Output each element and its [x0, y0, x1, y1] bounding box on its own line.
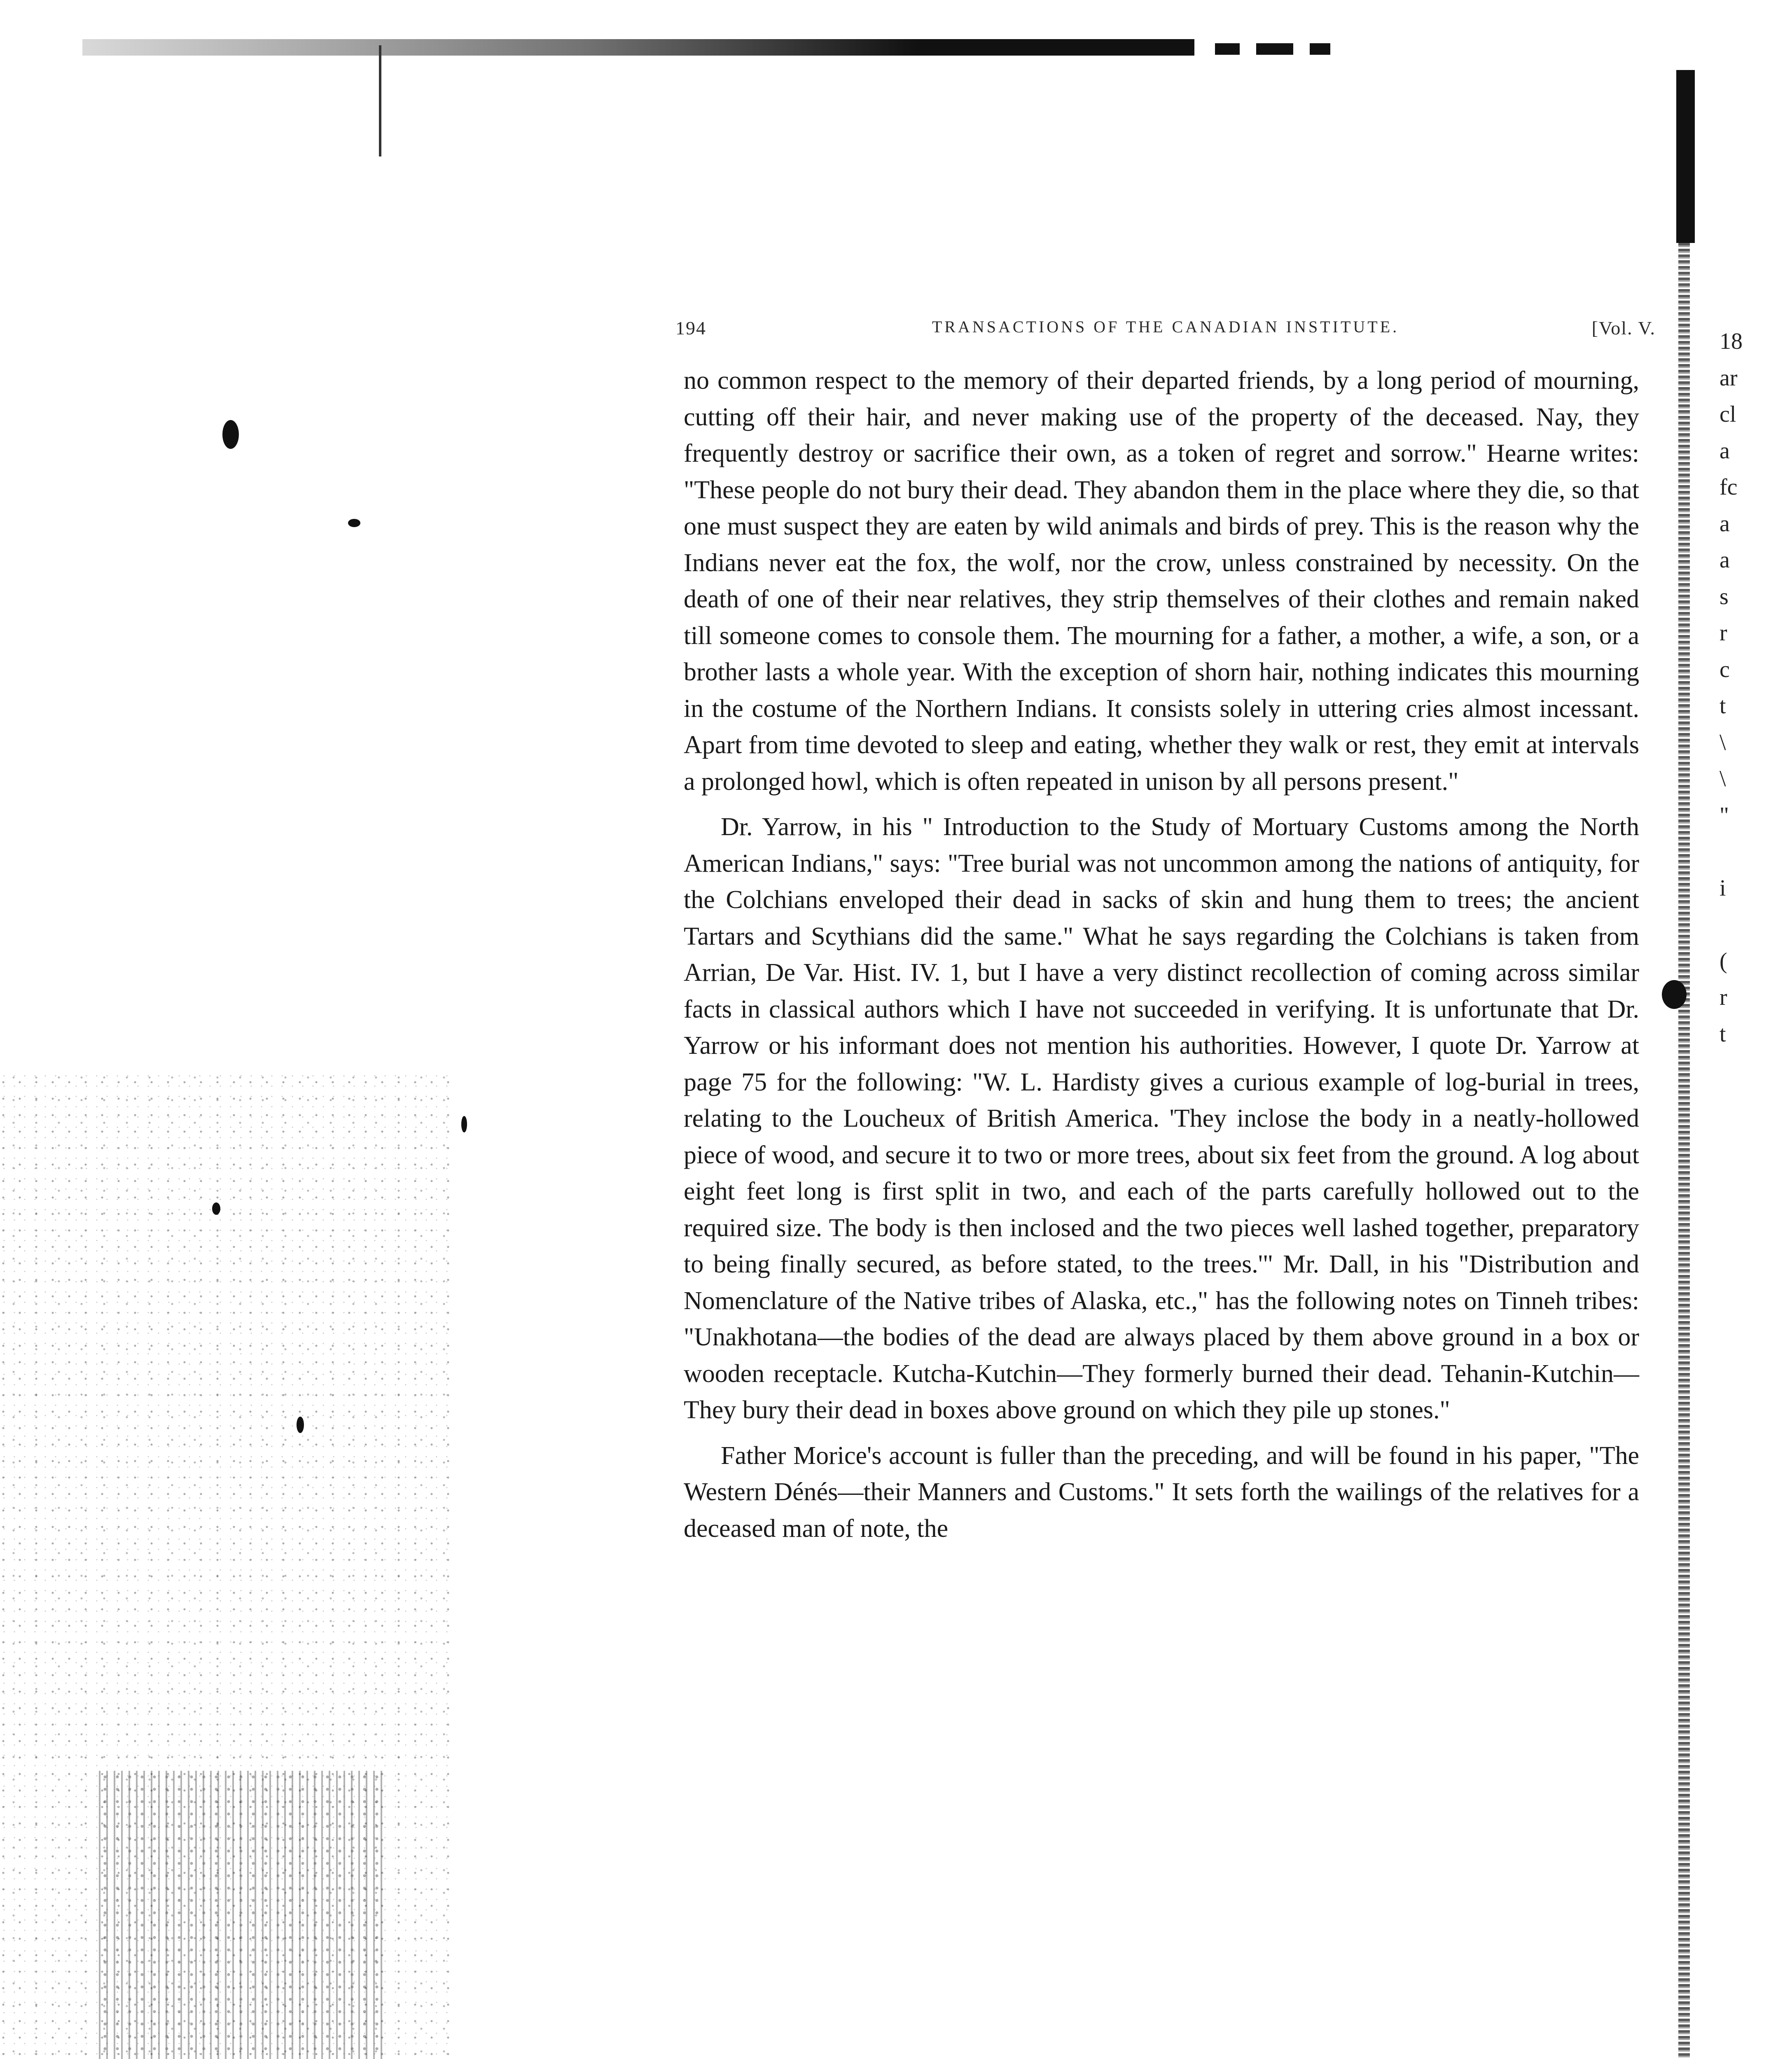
ink-blot — [297, 1417, 304, 1433]
scan-speck — [1256, 43, 1293, 55]
ink-blot — [348, 519, 360, 527]
paragraph: no common respect to the memory of their departed friends, by a long period of mourning, cutting off their hair, and never making use of the property of the deceased. Nay, they frequently destroy or sacrifice their own, as a token of regret and sorrow." Hearne writes: "These people do not bury their dead. They abandon them in the place where they die, so that one must suspect they are eaten by wild animals and birds of prey. This is the reason why the Indians never eat the fox, the wolf, nor the crow, unless constrained by necessity. On the death of one of their near relatives, they strip themselves of their clothes and remain naked till someone comes to console them. The mourning for a father, a mother, a wife, a son, or a brother lasts a whole year. With the exception of shorn hair, nothing indicates this mourning in the costume of the Northern Indians. It consists solely in uttering cries almost incessant. Apart from time devoted to sleep and eating, whether they walk or rest, they emit at intervals a prolonged howl, which is often repeated in unison by all persons present." — [684, 367, 1639, 796]
running-head — [675, 317, 1656, 346]
fragment: t — [1720, 1021, 1726, 1047]
fragment: a — [1720, 438, 1730, 464]
scan-margin-line — [379, 45, 381, 156]
fragment: ( — [1720, 948, 1727, 974]
scan-noise-dense — [99, 1771, 387, 2059]
scan-gutter-dark — [1676, 70, 1695, 243]
fragment: \ — [1720, 729, 1726, 755]
scan-speck — [1310, 43, 1330, 55]
adjacent-page-fragments — [1720, 323, 1752, 1052]
fragment: r — [1720, 985, 1727, 1010]
paragraph: Dr. Yarrow, in his " Introduction to the Study of Mortuary Customs among the North American Indians," says: "Tree burial was not uncommon among the nations of antiquity, for the Colchians enveloped their dead in sacks of skin and hung them to trees; the ancient Tartars and Scythians did the same." What he says regarding the Colchians is taken from Arrian, De Var. Hist. IV. 1, but I have a very distinct recollection of coming across similar facts in classical authors which I have not succeeded in verifying. It is unfortunate that Dr. Yarrow or his informant does not mention his authorities. However, I quote Dr. Yarrow at page 75 for the following: "W. L. Hardisty gives a curious example of log-burial in trees, relating to the Loucheux of British America. 'They inclose the body in a neatly-hollowed piece of wood, and secure it to two or more trees, about six feet from the ground. A log about eight feet long is first split in two, and each of the parts carefully hollowed out to the required size. The body is then inclosed and the two pieces well lashed together, preparatory to being finally secured, as before stated, to the trees.'" Mr. Dall, in his "Distribution and Nomenclature of the Native tribes of Alaska, etc.," has the following notes on Tinneh tribes: "Unakhotana—the bodies of the dead are always placed by them above ground in a box or wooden receptacle. Kutcha-Kutchin—They formerly burned their dead. Tehanin-Kutchin—They bury their dead in boxes above ground on which they pile up stones." — [684, 813, 1639, 1424]
fragment — [1720, 833, 1752, 870]
fragment — [1720, 906, 1752, 943]
ink-blot — [212, 1202, 220, 1215]
fragment: ar — [1720, 365, 1738, 391]
scan-gutter-bar — [1678, 70, 1690, 2059]
body-text — [684, 362, 1639, 1547]
fragment: a — [1720, 511, 1730, 537]
fragment: fc — [1720, 474, 1738, 500]
fragment: a — [1720, 547, 1730, 573]
fragment: r — [1720, 620, 1727, 646]
ink-blot — [461, 1116, 467, 1132]
volume-label: [Vol. V. — [1591, 317, 1656, 338]
fragment: i — [1720, 875, 1726, 901]
fragment: s — [1720, 584, 1729, 609]
paragraph: Father Morice's account is fuller than the preceding, and will be found in his paper, "The Western Dénés—their Manners and Customs." It sets forth the wailings of the relatives for a deceased man of note, the — [684, 1441, 1639, 1543]
scan-top-rule — [82, 39, 1194, 56]
fragment: " — [1720, 802, 1729, 828]
scan-speck — [1215, 43, 1240, 55]
fragment: c — [1720, 656, 1730, 682]
fragment: t — [1720, 693, 1726, 719]
ink-blot — [222, 420, 239, 449]
running-title: TRANSACTIONS OF THE CANADIAN INSTITUTE. — [932, 317, 1399, 336]
ink-blot — [1662, 980, 1687, 1009]
fragment: \ — [1720, 766, 1726, 791]
fragment: cl — [1720, 402, 1736, 427]
fragment: 18 — [1720, 329, 1743, 354]
page-number: 194 — [675, 317, 706, 338]
